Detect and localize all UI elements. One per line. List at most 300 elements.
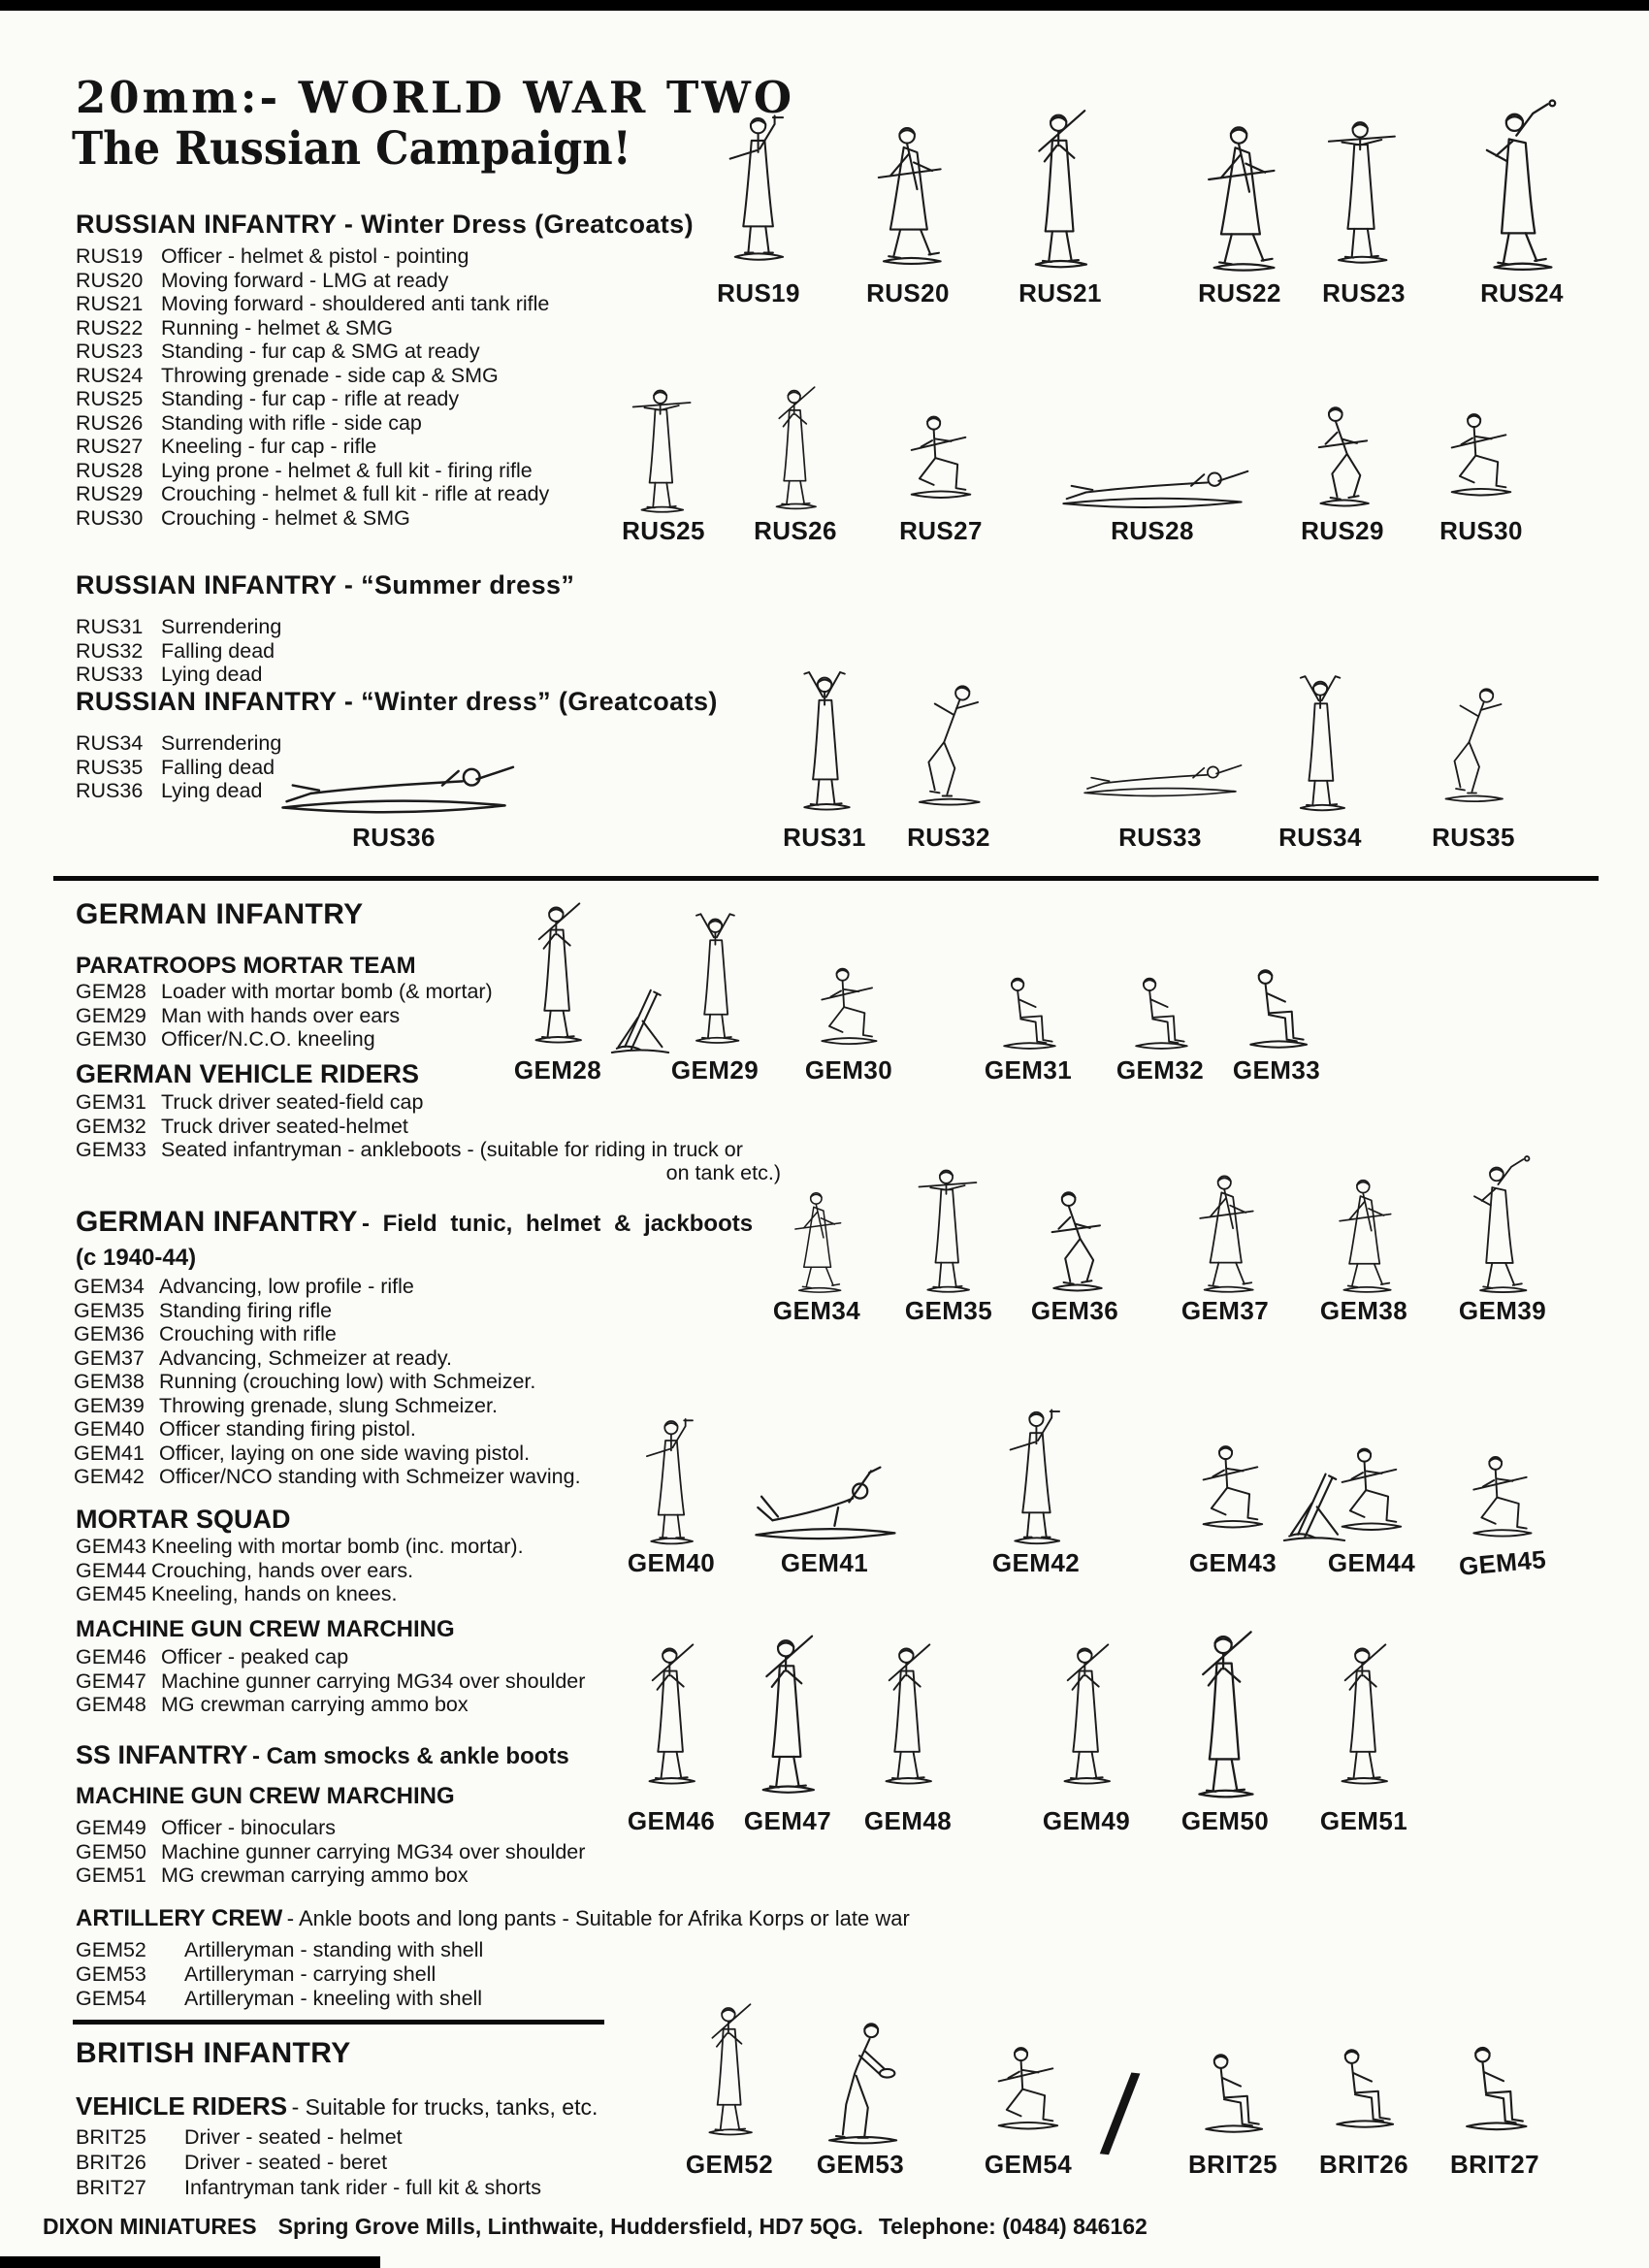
subheading-british-vehicle-riders xyxy=(76,2091,598,2122)
figure-gem28 xyxy=(514,889,601,1085)
soldier-advancing-icon xyxy=(862,97,954,276)
figure-label: GEM29 xyxy=(670,1055,760,1085)
item-code: RUS34 xyxy=(76,731,144,755)
figure-rus36 xyxy=(273,748,515,853)
figure-label: GEM51 xyxy=(1319,1806,1408,1835)
soldier-crouching-ears-icon xyxy=(1328,1435,1415,1546)
figure-label: RUS22 xyxy=(1198,278,1281,308)
item-desc: Seated infantryman - ankleboots - (suitable for riding in truck or xyxy=(161,1138,743,1161)
soldier-kneeling-knees-icon xyxy=(1459,1449,1546,1546)
item-desc: Throwing grenade - side cap & SMG xyxy=(161,363,499,387)
artilleryman-kneeling-shell-icon xyxy=(985,2031,1072,2148)
figure-rus27 xyxy=(897,403,985,546)
figure-gem40 xyxy=(628,1410,715,1578)
item-desc: Driver - seated - beret xyxy=(184,2151,388,2174)
item-desc: Officer, laying on one side waving pistol. xyxy=(159,1441,531,1465)
figure-rus24 xyxy=(1476,92,1568,308)
item-desc: Truck driver seated-field cap xyxy=(161,1090,424,1114)
soldier-falling-dead-icon xyxy=(903,661,995,821)
figure-label: RUS21 xyxy=(1018,278,1102,308)
figure-rus31 xyxy=(783,656,866,853)
item-code: RUS22 xyxy=(76,315,144,340)
catalog-item xyxy=(76,1987,483,2011)
item-desc: Throwing grenade, slung Schmeizer. xyxy=(159,1393,498,1417)
catalog-item xyxy=(76,244,549,269)
mortar-icon xyxy=(604,975,677,1057)
heading-artillery-rest: - Ankle boots and long pants - Suitable for Afrika Korps or late war xyxy=(286,1906,910,1930)
item-code: RUS19 xyxy=(76,244,144,268)
item-code: GEM36 xyxy=(74,1322,145,1345)
item-code: GEM42 xyxy=(74,1465,145,1488)
item-desc: Lying dead xyxy=(161,779,263,802)
catalog-item xyxy=(76,435,549,459)
item-code: GEM31 xyxy=(76,1090,146,1114)
item-desc: Officer/NCO standing with Schmeizer waving. xyxy=(159,1465,581,1488)
subheading-paratroops-mortar: PARATROOPS MORTAR TEAM xyxy=(76,953,416,979)
catalog-item xyxy=(76,1962,483,1987)
soldier-kneeling-officer-icon xyxy=(808,961,890,1053)
figure-label: GEM41 xyxy=(780,1548,869,1577)
figure-label: RUS24 xyxy=(1480,278,1564,308)
figure-label: RUS35 xyxy=(1432,823,1515,852)
figure-gem39 xyxy=(1457,1153,1549,1326)
figure-gem46 xyxy=(628,1620,715,1836)
catalog-item xyxy=(76,639,281,664)
list-british-vehicle-riders xyxy=(76,2124,541,2200)
figure-label: GEM31 xyxy=(984,1055,1073,1085)
item-code: GEM51 xyxy=(76,1863,146,1887)
figure-rus19 xyxy=(717,92,800,308)
publisher-phone: Telephone: (0484) 846162 xyxy=(878,2214,1148,2239)
list-mg-crew-2 xyxy=(76,1816,585,1888)
heading-german-field xyxy=(76,1206,753,1239)
catalog-item xyxy=(76,663,281,687)
item-code: GEM38 xyxy=(74,1370,145,1393)
item-desc: Kneeling with mortar bomb (inc. mortar). xyxy=(151,1535,524,1558)
figure-label: GEM38 xyxy=(1319,1296,1408,1325)
figure-gem32 xyxy=(1116,971,1204,1085)
catalog-item xyxy=(76,292,549,316)
item-code: RUS28 xyxy=(76,458,144,482)
item-desc: Artilleryman - kneeling with shell xyxy=(184,1987,483,2010)
publisher-name: DIXON MINIATURES xyxy=(43,2214,257,2239)
catalog-item xyxy=(76,411,549,436)
subheading-brit-vr-main: VEHICLE RIDERS xyxy=(76,2091,288,2121)
subheading-ss-main: SS INFANTRY xyxy=(76,1740,248,1769)
figure-gem41 xyxy=(747,1454,902,1578)
figure-label: RUS23 xyxy=(1322,278,1406,308)
tank-rider-seated-icon xyxy=(1451,2026,1538,2148)
figure-label: GEM40 xyxy=(627,1548,716,1577)
figure-label: GEM35 xyxy=(904,1296,993,1325)
catalog-item xyxy=(76,387,549,411)
figure-gem37 xyxy=(1180,1158,1272,1326)
heading-russian-summer: RUSSIAN INFANTRY - “Summer dress” xyxy=(76,570,575,599)
heading-german-field-line2: (c 1940-44) xyxy=(76,1245,197,1271)
item-code: BRIT25 xyxy=(76,2125,146,2149)
list-mortar-squad xyxy=(76,1535,524,1606)
figure-gem33 xyxy=(1233,961,1320,1085)
soldier-seated-driver-icon xyxy=(1121,971,1199,1053)
item-desc: Falling dead xyxy=(161,638,275,663)
item-code: BRIT26 xyxy=(76,2151,146,2174)
list-russian-winter xyxy=(76,244,549,530)
figure-gem53 xyxy=(815,2002,907,2180)
list-russian-summer xyxy=(76,615,281,687)
figure-label: RUS30 xyxy=(1439,516,1523,545)
soldier-rifle-ready-icon xyxy=(627,378,699,514)
item-code: GEM46 xyxy=(76,1645,146,1669)
item-code: GEM35 xyxy=(74,1298,145,1322)
item-desc: Advancing, low profile - rifle xyxy=(159,1275,414,1298)
soldier-seated-driver-icon xyxy=(989,971,1067,1053)
ammo-carrier-marching-icon xyxy=(869,1620,947,1804)
list-russian-winter2 xyxy=(76,731,281,803)
figure-gem34 xyxy=(763,1178,870,1326)
figure-label: GEM46 xyxy=(627,1806,716,1835)
figure-label: GEM33 xyxy=(1232,1055,1321,1085)
machine-gunner-marching-icon xyxy=(744,1620,831,1804)
catalog-item xyxy=(74,1299,581,1323)
soldier-pointing-officer-icon xyxy=(717,92,799,276)
figure-label: GEM43 xyxy=(1188,1548,1277,1577)
item-desc: Truck driver seated-helmet xyxy=(161,1114,408,1138)
figure-label: GEM50 xyxy=(1180,1806,1270,1835)
catalog-item xyxy=(76,482,549,506)
figure-label: GEM48 xyxy=(863,1806,953,1835)
driver-seated-beret-icon xyxy=(1322,2026,1405,2148)
soldier-kneeling-mortar-bomb-icon xyxy=(1189,1430,1277,1546)
catalog-item xyxy=(74,1322,581,1346)
figure-label: BRIT25 xyxy=(1188,2150,1277,2179)
figure-label: RUS31 xyxy=(783,823,866,852)
heading-german-field-rest: - Field tunic, helmet & jackboots xyxy=(362,1211,754,1237)
soldier-throwing-grenade-icon xyxy=(1457,1153,1549,1294)
item-desc: Officer - peaked cap xyxy=(161,1645,349,1669)
subheading-mg-crew-1: MACHINE GUN CREW MARCHING xyxy=(76,1616,455,1642)
artilleryman-carrying-shell-icon xyxy=(815,2002,907,2148)
catalog-item xyxy=(76,1863,585,1888)
item-desc: Standing firing rifle xyxy=(159,1298,333,1322)
item-desc: Moving forward - LMG at ready xyxy=(161,268,449,292)
item-code: BRIT27 xyxy=(76,2176,146,2199)
catalog-item xyxy=(74,1346,581,1371)
item-code: GEM32 xyxy=(76,1114,146,1138)
figure-gem36 xyxy=(1031,1183,1118,1326)
item-desc: Surrendering xyxy=(161,615,282,638)
catalog-item xyxy=(76,1840,585,1864)
soldier-lying-dead-icon xyxy=(1078,733,1243,821)
heading-russian-winter: RUSSIAN INFANTRY - Winter Dress (Greatcoats) xyxy=(76,210,694,239)
figure-label: RUS25 xyxy=(622,516,705,545)
figure-label: GEM47 xyxy=(743,1806,832,1835)
item-desc: Officer - binoculars xyxy=(161,1816,337,1839)
item-desc: Crouching - helmet & SMG xyxy=(161,505,410,530)
gem33-continuation: on tank etc.) xyxy=(665,1161,781,1184)
catalog-item xyxy=(76,1535,524,1559)
figure-label: GEM53 xyxy=(816,2150,905,2179)
figure-rus30 xyxy=(1438,398,1525,546)
item-desc: Crouching - helmet & full kit - rifle at ready xyxy=(161,482,550,505)
item-code: RUS27 xyxy=(76,435,144,458)
item-code: RUS29 xyxy=(76,482,144,505)
figure-gem29 xyxy=(671,898,759,1085)
publisher-address: Spring Grove Mills, Linthwaite, Huddersfield, HD7 5QG. xyxy=(277,2214,863,2239)
soldier-advancing-smg-icon xyxy=(1180,1158,1272,1294)
item-desc: Loader with mortar bomb (& mortar) xyxy=(161,980,493,1003)
figure-label: GEM36 xyxy=(1030,1296,1119,1325)
figure-rus21 xyxy=(1017,97,1104,308)
officer-lying-waving-pistol-icon xyxy=(747,1454,902,1546)
item-desc: Kneeling - fur cap - rifle xyxy=(161,435,377,458)
item-code: GEM52 xyxy=(76,1938,146,1961)
list-german-vehicle-riders xyxy=(76,1090,743,1162)
item-code: RUS31 xyxy=(76,615,144,638)
subheading-mortar-squad: MORTAR SQUAD xyxy=(76,1505,291,1534)
figure-gem31 xyxy=(985,971,1072,1085)
soldier-mortar-loader-icon xyxy=(519,889,597,1053)
soldier-crouching-icon xyxy=(1301,393,1383,514)
catalog-item xyxy=(74,1442,581,1466)
figure-gem44 xyxy=(1328,1435,1415,1578)
figure-rus35 xyxy=(1430,661,1517,853)
machine-gunner-marching-icon xyxy=(1180,1620,1272,1804)
figure-rus34 xyxy=(1278,661,1362,853)
item-code: GEM45 xyxy=(76,1582,146,1605)
catalog-item xyxy=(76,1027,493,1052)
figure-label: GEM44 xyxy=(1327,1548,1416,1577)
item-code: RUS33 xyxy=(76,663,144,686)
figure-label: GEM42 xyxy=(991,1548,1081,1577)
ammo-carrier-marching-icon xyxy=(1325,1620,1403,1804)
catalog-item xyxy=(76,1115,743,1139)
item-desc: Man with hands over ears xyxy=(161,1003,401,1027)
catalog-item xyxy=(76,1645,585,1669)
figure-label: GEM52 xyxy=(685,2150,774,2179)
figure-brit27 xyxy=(1450,2026,1539,2180)
figure-label: RUS36 xyxy=(352,823,436,852)
item-desc: Driver - seated - helmet xyxy=(184,2125,403,2149)
figure-label: RUS20 xyxy=(866,278,950,308)
item-code: GEM48 xyxy=(76,1693,146,1716)
item-code: GEM44 xyxy=(76,1558,146,1582)
figure-label: GEM54 xyxy=(984,2150,1073,2179)
item-code: RUS21 xyxy=(76,292,144,315)
figure-label: RUS34 xyxy=(1278,823,1362,852)
item-desc: MG crewman carrying ammo box xyxy=(161,1863,469,1887)
figure-gem49 xyxy=(1043,1620,1130,1836)
figure-gem38 xyxy=(1315,1163,1412,1326)
item-desc: Lying prone - helmet & full kit - firing rifle xyxy=(161,458,533,482)
officer-firing-pistol-icon xyxy=(632,1410,710,1546)
catalog-item xyxy=(76,269,549,293)
figure-rus20 xyxy=(862,97,954,308)
item-desc: Moving forward - shouldered anti tank rifle xyxy=(161,292,550,315)
figure-label: BRIT26 xyxy=(1319,2150,1408,2179)
figure-label: GEM32 xyxy=(1116,1055,1205,1085)
soldier-running-low-icon xyxy=(1315,1163,1412,1294)
catalog-item xyxy=(76,1669,585,1694)
item-code: GEM50 xyxy=(76,1839,146,1863)
figure-label: GEM37 xyxy=(1180,1296,1270,1325)
item-code: GEM49 xyxy=(76,1816,146,1839)
figure-label: GEM28 xyxy=(513,1055,602,1085)
soldier-lying-dead-icon xyxy=(273,748,515,821)
soldier-advancing-low-icon xyxy=(763,1178,870,1294)
catalog-item xyxy=(76,731,281,756)
item-desc: Crouching with rifle xyxy=(159,1322,337,1345)
item-desc: Kneeling, hands on knees. xyxy=(151,1582,398,1605)
catalog-item xyxy=(74,1465,581,1489)
soldier-hands-over-ears-icon xyxy=(679,898,752,1053)
list-mg-crew-1 xyxy=(76,1645,585,1717)
item-code: GEM54 xyxy=(76,1987,146,2010)
item-desc: Surrendering xyxy=(161,731,282,755)
catalog-item xyxy=(76,364,549,388)
catalog-item xyxy=(76,1582,524,1606)
item-code: GEM33 xyxy=(76,1138,146,1161)
catalog-item xyxy=(76,1090,743,1115)
soldier-crouching-rifle-icon xyxy=(1034,1183,1116,1294)
catalog-item xyxy=(76,2175,541,2200)
item-desc: Standing - fur cap & SMG at ready xyxy=(161,340,480,363)
heading-artillery-main: ARTILLERY CREW xyxy=(76,1905,283,1931)
figure-gem47 xyxy=(744,1620,831,1836)
subheading-german-vehicle-riders: GERMAN VEHICLE RIDERS xyxy=(76,1059,420,1088)
soldier-falling-dead-icon xyxy=(1430,661,1517,821)
item-desc: Infantryman tank rider - full kit & shorts xyxy=(184,2176,542,2199)
heading-british: BRITISH INFANTRY xyxy=(76,2037,351,2069)
item-code: RUS24 xyxy=(76,363,144,387)
soldier-throwing-grenade-icon xyxy=(1476,92,1568,276)
figure-label: GEM39 xyxy=(1458,1296,1547,1325)
figure-gem50 xyxy=(1180,1620,1272,1836)
item-code: RUS32 xyxy=(76,638,144,663)
item-desc: Lying dead xyxy=(161,663,263,686)
figure-gem43 xyxy=(1189,1430,1277,1578)
catalog-item xyxy=(74,1275,581,1299)
figure-label: RUS33 xyxy=(1118,823,1202,852)
heading-german: GERMAN INFANTRY xyxy=(76,898,364,930)
figure-label: RUS28 xyxy=(1111,516,1194,545)
category-divider-slash: / xyxy=(1097,2050,1143,2182)
driver-seated-helmet-icon xyxy=(1191,2036,1274,2148)
figure-label: RUS27 xyxy=(899,516,983,545)
subheading-mg-crew-2: MACHINE GUN CREW MARCHING xyxy=(76,1783,455,1809)
item-code: RUS25 xyxy=(76,387,144,410)
item-code: RUS30 xyxy=(76,505,144,530)
heading-russian-winter2: RUSSIAN INFANTRY - “Winter dress” (Greatcoats) xyxy=(76,687,718,716)
catalog-item xyxy=(76,779,281,803)
item-desc: Artilleryman - standing with shell xyxy=(184,1938,484,1961)
item-desc: Officer - helmet & pistol - pointing xyxy=(161,244,469,268)
figure-gem30 xyxy=(805,961,892,1085)
bottom-scan-bar xyxy=(0,2256,380,2268)
item-code: GEM34 xyxy=(74,1275,145,1298)
list-german-field xyxy=(74,1275,581,1489)
catalog-item xyxy=(76,1816,585,1840)
publisher-footer xyxy=(43,2214,1148,2240)
catalog-item xyxy=(74,1394,581,1418)
item-desc: Machine gunner carrying MG34 over shoulder xyxy=(161,1669,586,1693)
campaign-title: The Russian Campaign! xyxy=(72,122,631,176)
mortar-equipment-a xyxy=(604,975,677,1057)
subheading-ss-infantry xyxy=(76,1740,569,1770)
soldier-seated-infantryman-icon xyxy=(1236,961,1318,1053)
catalog-item xyxy=(76,1004,493,1028)
list-paratroops-mortar xyxy=(76,980,493,1052)
figure-gem54 xyxy=(985,2031,1072,2180)
figure-rus23 xyxy=(1322,97,1406,308)
figure-rus29 xyxy=(1301,393,1384,546)
soldier-standing-rifle-icon xyxy=(761,378,829,514)
figure-gem51 xyxy=(1320,1620,1407,1836)
figure-rus22 xyxy=(1191,102,1288,308)
artilleryman-standing-shell-icon xyxy=(694,1988,766,2148)
figure-rus28 xyxy=(1055,456,1249,546)
figure-label: GEM30 xyxy=(804,1055,893,1085)
item-desc: Standing with rifle - side cap xyxy=(161,410,422,435)
figure-rus33 xyxy=(1078,733,1243,853)
item-code: GEM53 xyxy=(76,1962,146,1986)
catalog-item xyxy=(76,1559,524,1583)
officer-marching-icon xyxy=(632,1620,710,1804)
item-code: GEM37 xyxy=(74,1345,145,1370)
item-code: RUS36 xyxy=(76,779,144,802)
figure-brit25 xyxy=(1188,2036,1277,2180)
top-scan-bar xyxy=(0,0,1649,11)
british-section-divider xyxy=(73,2020,604,2025)
item-code: GEM29 xyxy=(76,1003,146,1027)
item-code: RUS23 xyxy=(76,340,144,363)
catalog-item xyxy=(76,1938,483,1962)
catalog-item xyxy=(76,1693,585,1717)
soldier-surrendering-icon xyxy=(1282,661,1358,821)
figure-label: RUS32 xyxy=(907,823,990,852)
list-artillery xyxy=(76,1938,483,2011)
item-code: GEM28 xyxy=(76,980,146,1003)
item-code: GEM41 xyxy=(74,1441,145,1465)
item-desc: Officer standing firing pistol. xyxy=(159,1417,416,1441)
catalog-item xyxy=(76,2124,541,2150)
item-desc: MG crewman carrying ammo box xyxy=(161,1693,469,1716)
catalog-item xyxy=(76,316,549,340)
heading-german-field-main: GERMAN INFANTRY xyxy=(76,1206,358,1238)
figure-gem52 xyxy=(686,1988,773,2180)
figure-label: RUS26 xyxy=(754,516,837,545)
catalog-item xyxy=(76,980,493,1004)
figure-label: GEM45 xyxy=(1457,1544,1548,1581)
soldier-prone-firing-icon xyxy=(1055,456,1249,514)
soldier-kneeling-icon xyxy=(897,403,985,514)
item-code: GEM47 xyxy=(76,1669,146,1693)
section-divider xyxy=(53,876,1599,881)
item-desc: Advancing, Schmeizer at ready. xyxy=(159,1345,452,1370)
item-desc: Standing - fur cap - rifle at ready xyxy=(161,387,460,410)
catalog-item xyxy=(74,1417,581,1442)
figure-label: BRIT27 xyxy=(1450,2150,1539,2179)
heading-artillery xyxy=(76,1905,910,1932)
officer-waving-smg-icon xyxy=(995,1401,1078,1546)
soldier-surrendering-icon xyxy=(786,656,863,821)
figure-label: RUS29 xyxy=(1301,516,1384,545)
item-desc: Running - helmet & SMG xyxy=(161,315,393,340)
item-desc: Artilleryman - carrying shell xyxy=(184,1962,436,1986)
catalog-item xyxy=(76,2150,541,2175)
page-title: 20mm:- WORLD WAR TWO xyxy=(76,72,795,123)
item-code: RUS26 xyxy=(76,410,144,435)
item-code: GEM40 xyxy=(74,1417,145,1441)
